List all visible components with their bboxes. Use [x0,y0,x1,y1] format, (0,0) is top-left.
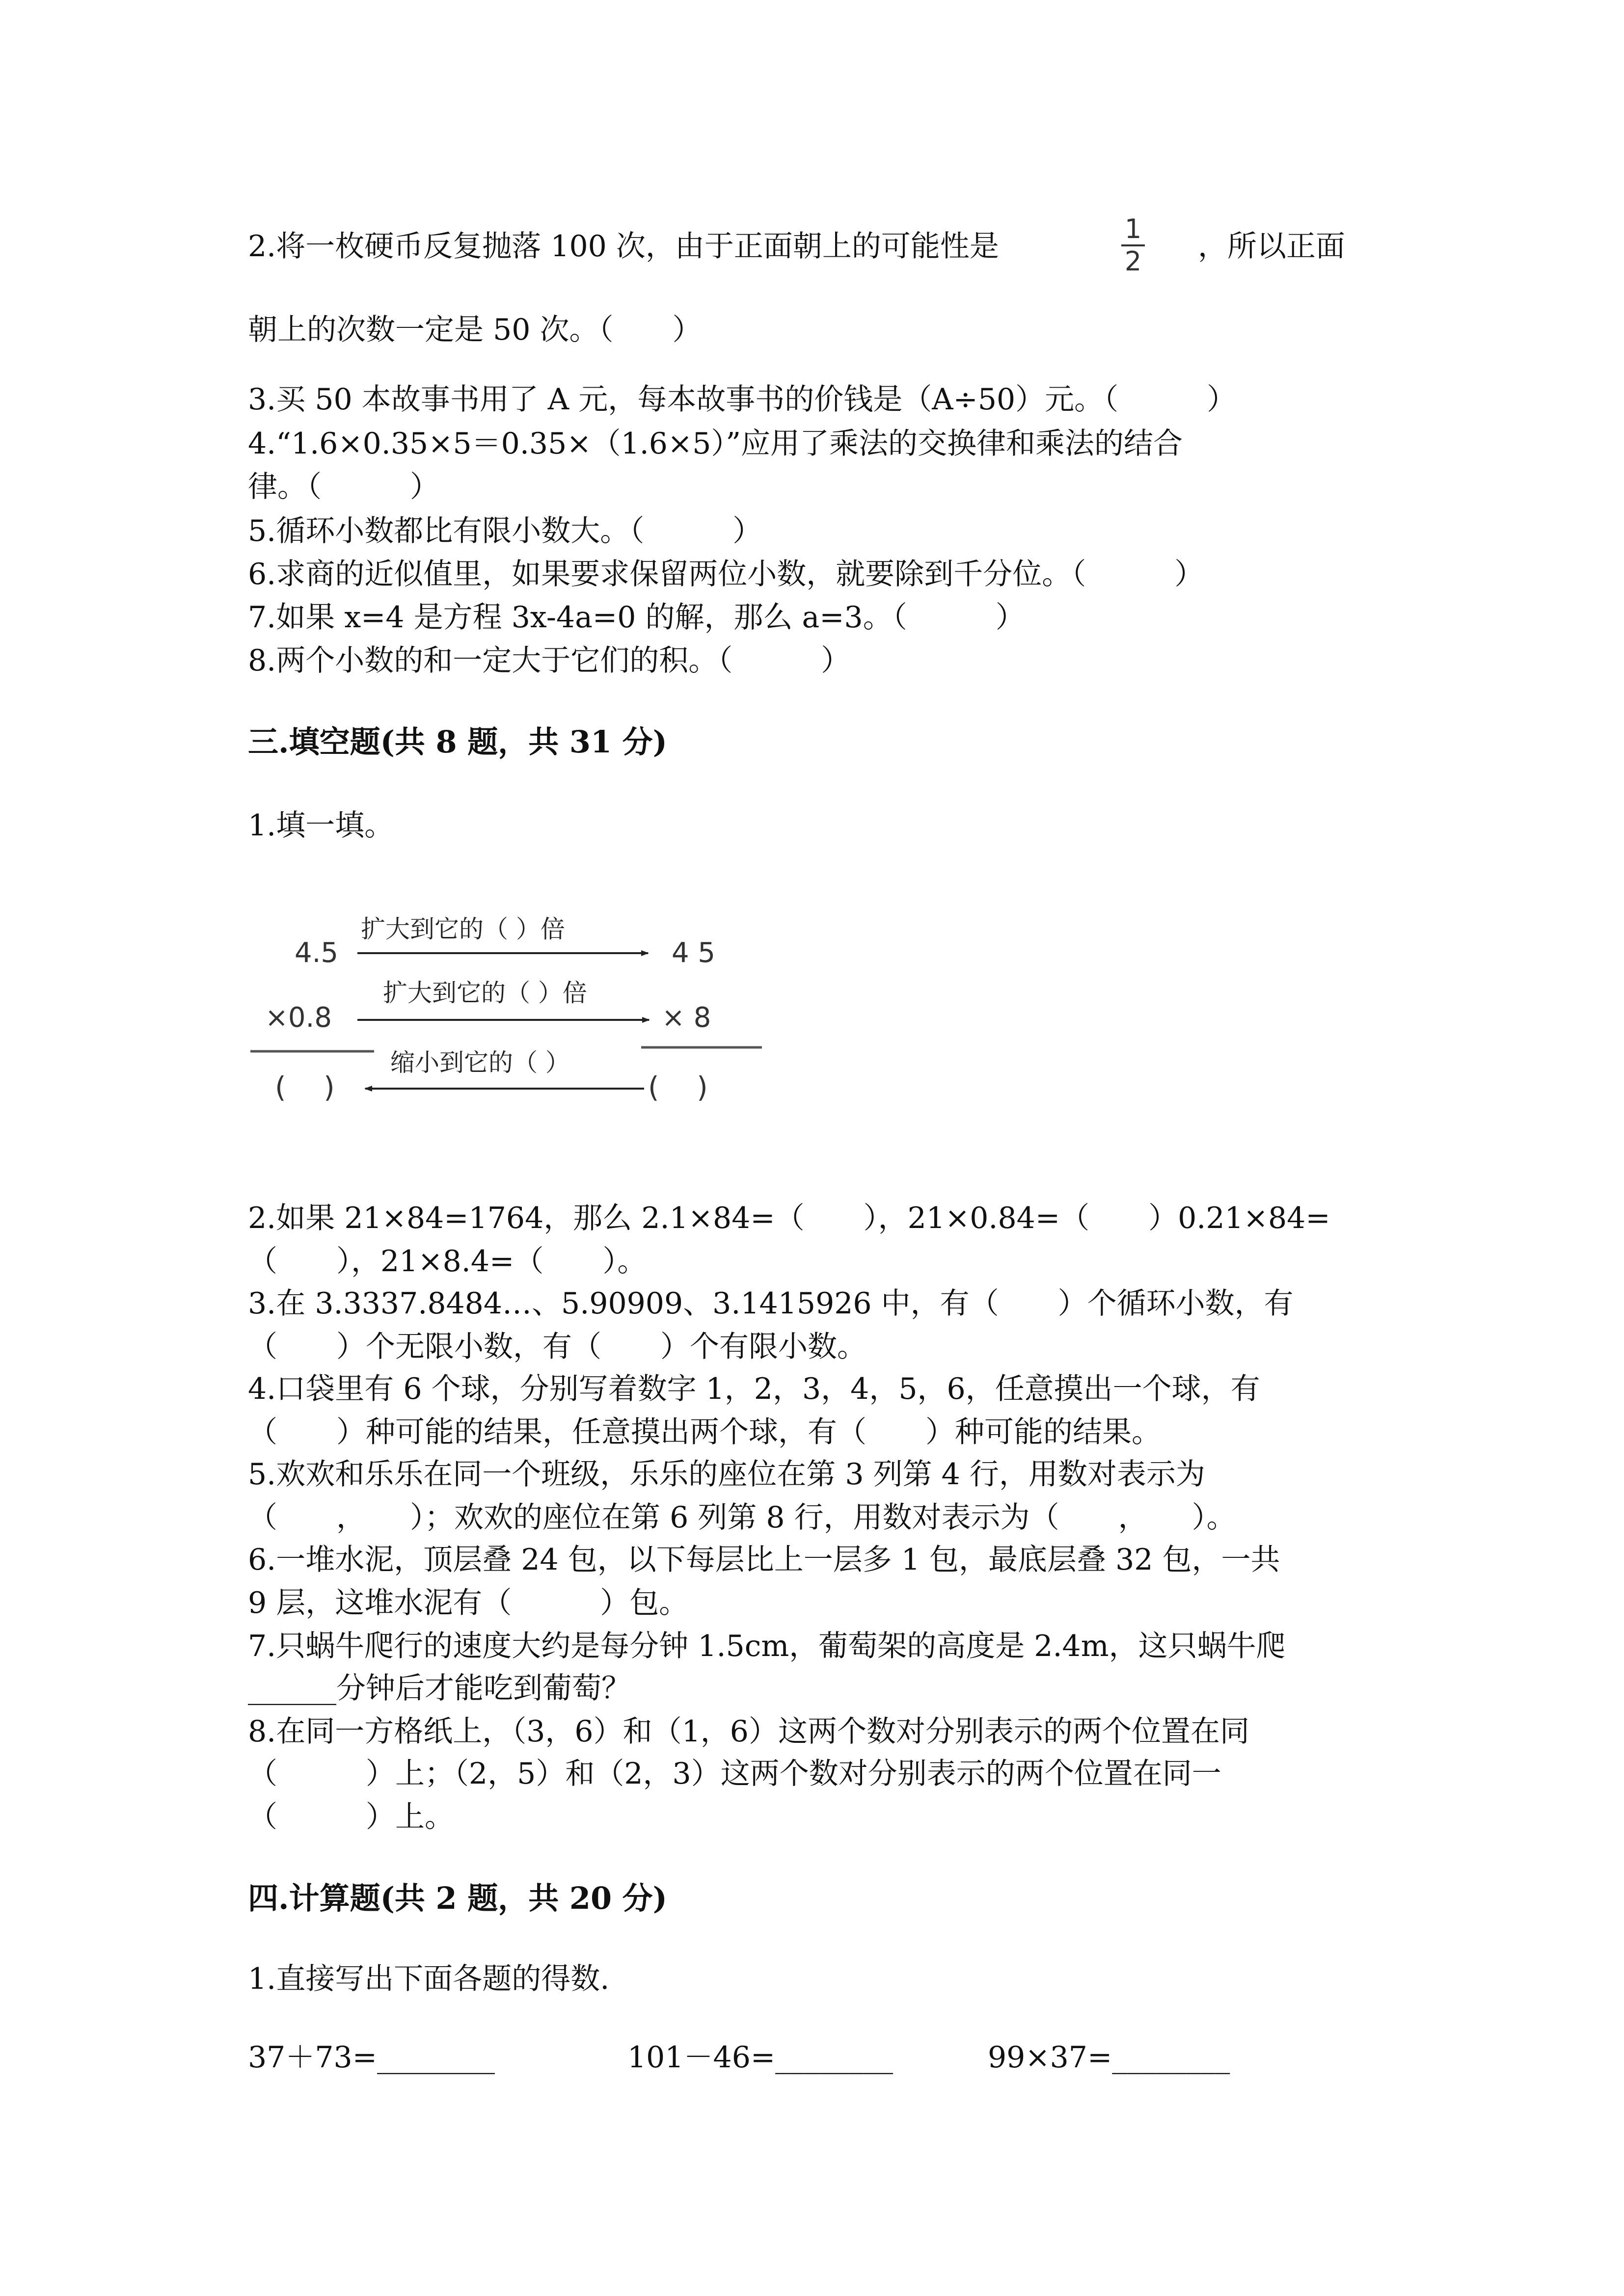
s3-q7-line1: 7.只蜗牛爬行的速度大约是每分钟 1.5cm，葡萄架的高度是 2.4m，这只蜗牛爬 [248,1629,1286,1663]
s3-q3-line2: （ ）个无限小数，有（ ）个有限小数。 [248,1330,866,1364]
fraction-denominator: 2 [1124,246,1142,277]
q6-text: 6.求商的近似值里，如果要求保留两位小数，就要除到千分位。（ ） [248,557,1204,591]
q5-text: 5.循环小数都比有限小数大。（ ） [248,514,762,548]
section3-heading: 三.填空题(共 8 题，共 31 分) [248,724,668,760]
q4-text-line2: 律。（ ） [248,470,439,504]
q2-text-line2: 朝上的次数一定是 50 次。（ ） [248,313,702,347]
arrow1-label: 扩大到它的（ ）倍 [361,915,565,943]
q2-text-part1: 2.将一枚硬币反复抛落 100 次，由于正面朝上的可能性是 [248,229,999,264]
q7-text: 7.如果 x=4 是方程 3x-4a=0 的解，那么 a=3。（ ） [248,600,1025,635]
section4-heading: 四.计算题(共 2 题，共 20 分) [248,1880,668,1916]
s3-q5-line2: （ ， ）；欢欢的座位在第 6 列第 8 行，用数对表示为（ ， ）。 [248,1500,1236,1535]
q3-text: 3.买 50 本故事书用了 A 元，每本故事书的价钱是（A÷50）元。（ ） [248,382,1237,417]
arrow2-label: 扩大到它的（ ）倍 [383,979,587,1007]
fraction-one-half [1118,215,1148,276]
s3-q8-line3: （ ）上。 [248,1800,454,1834]
calc-item-3: 99×37=________ [988,2040,1230,2075]
diagram-top-left: 4.5 [295,937,339,969]
s3-q4-line2: （ ）种可能的结果，任意摸出两个球，有（ ）种可能的结果。 [248,1415,1161,1449]
s3-q8-line2: （ ）上；（2，5）和（2，3）这两个数对分别表示的两个位置在同一 [248,1757,1221,1791]
calc-item-1: 37＋73=________ [248,2040,495,2075]
q8-text: 8.两个小数的和一定大于它们的积。（ ） [248,643,851,678]
s3-q6-line1: 6.一堆水泥，顶层叠 24 包，以下每层比上一层多 1 包，最底层叠 32 包，一共 [248,1543,1280,1577]
diagram-bottom-left: ( ) [275,1070,335,1104]
s4-q1-text: 1.直接写出下面各题的得数. [248,1962,610,1996]
q4-text-line1: 4.“1.6×0.35×5＝0.35×（1.6×5）”应用了乘法的交换律和乘法的结合 [248,427,1183,461]
fraction-numerator: 1 [1124,214,1142,244]
s3-q3-line1: 3.在 3.3337.8484…、5.90909、3.1415926 中，有（ ）个循环小数，有 [248,1286,1294,1321]
s3-q1-text: 1.填一填。 [248,808,394,843]
q2-text-part2: ，所以正面 [1198,229,1345,264]
s3-q2-line2: （ ），21×8.4=（ ）。 [248,1244,647,1279]
s3-q2-line1: 2.如果 21×84=1764，那么 2.1×84=（ ），21×0.84=（ ）0.21×84= [248,1201,1330,1235]
arrow3-label: 缩小到它的（ ） [390,1048,570,1077]
diagram-top-right: 4 5 [672,937,716,969]
diagram-bottom-right: ( ) [648,1070,708,1104]
s3-q8-line1: 8.在同一方格纸上，（3，6）和（1，6）这两个数对分别表示的两个位置在同 [248,1714,1249,1749]
s3-q4-line1: 4.口袋里有 6 个球，分别写着数字 1，2，3，4，5，6，任意摸出一个球，有 [248,1372,1260,1406]
calc-item-2: 101－46=________ [627,2040,893,2075]
diagram-mid-right: × 8 [662,1002,711,1034]
diagram-mid-left: ×0.8 [265,1002,332,1034]
s3-q6-line2: 9 层，这堆水泥有（ ）包。 [248,1586,689,1620]
multiplication-diagram [245,898,776,1109]
s3-q5-line1: 5.欢欢和乐乐在同一个班级，乐乐的座位在第 3 列第 4 行，用数对表示为 [248,1457,1205,1492]
s3-q7-line2: ______分钟后才能吃到葡萄？ [248,1671,631,1706]
